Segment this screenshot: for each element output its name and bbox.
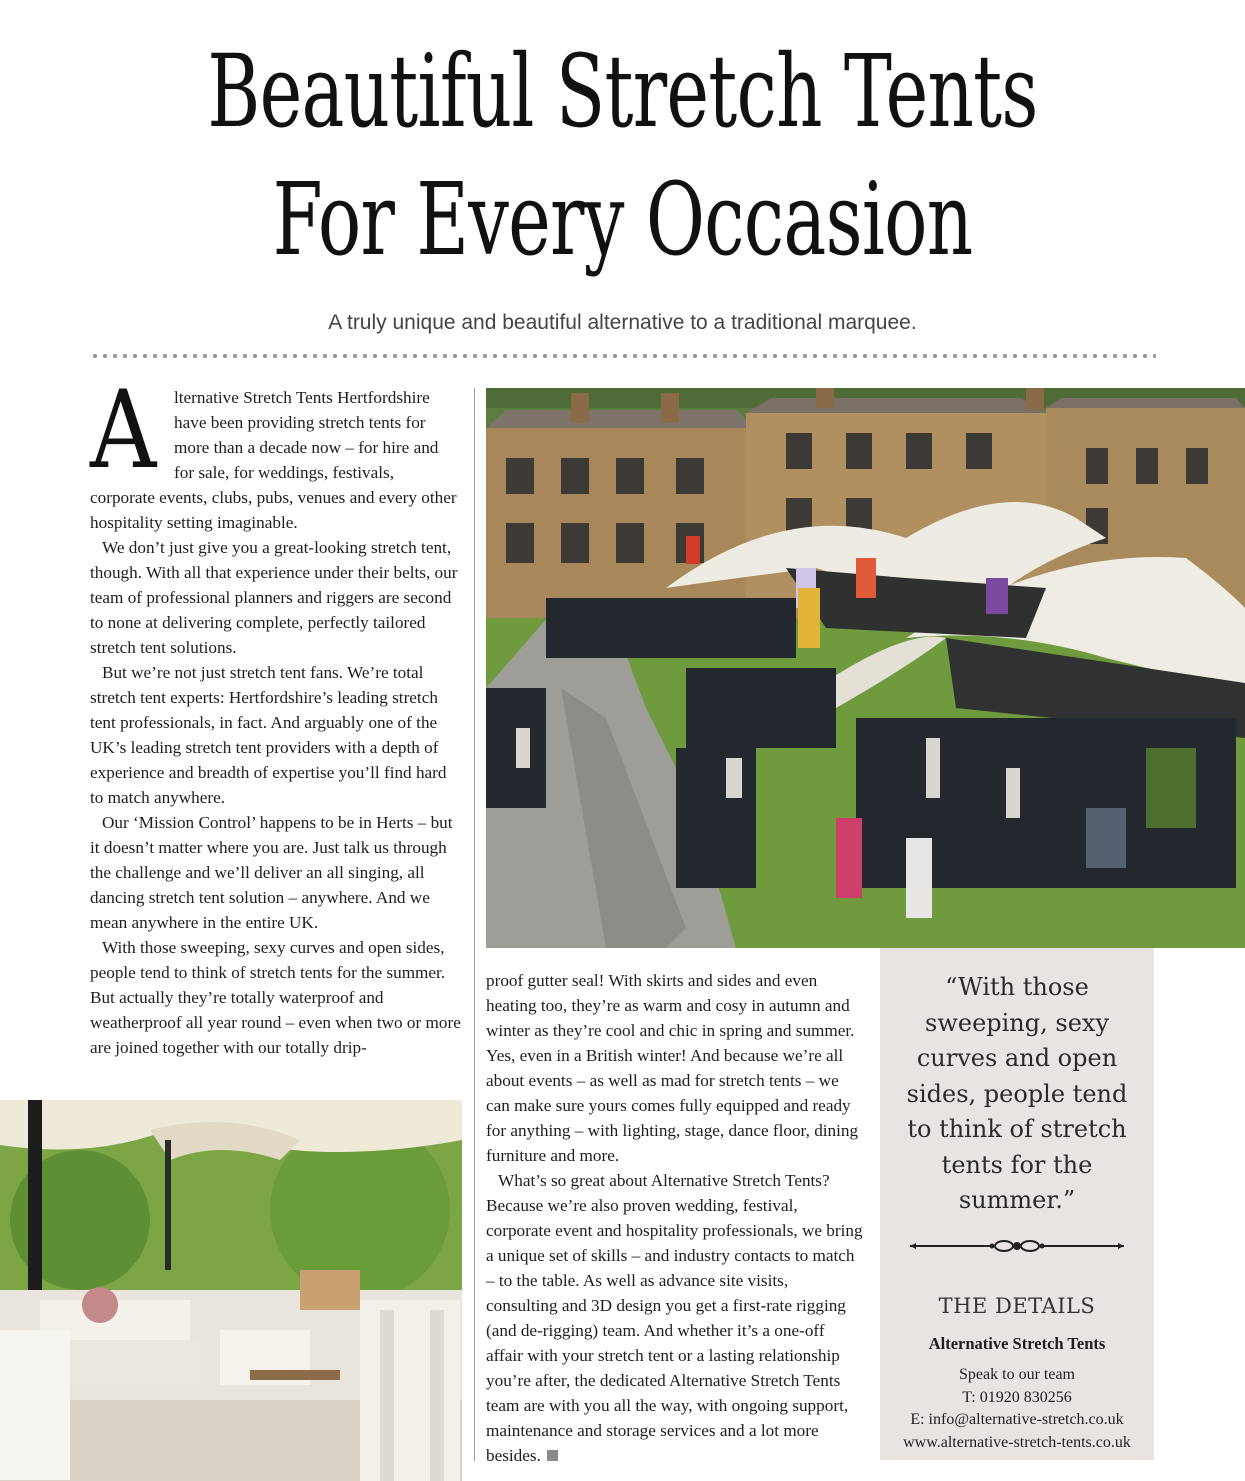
lounge-tent-photo [0, 1100, 462, 1481]
article-paragraph: We don’t just give you a great-looking stretch tent, though. With all that experience under their belts, our team of professional planners and riggers are second to none at delivering complete, perfectly tailored stretch tent solutions. [90, 538, 458, 657]
paragraph-text: lternative Stretch Tents Hertfordshire have been providing stretch tents for more than a decade now – for hire and for sale, for weddings, festivals, corporate events, clubs, pubs, venues and every other hospitality setting imaginable. [90, 388, 457, 532]
headline-line-2: For Every Occasion [272, 161, 973, 278]
website-url: www.alternative-stretch-tents.co.uk [903, 1433, 1131, 1451]
paragraph-text: What’s so great about Alternative Stretch Tents? Because we’re also proven wedding, festival, corporate event and hospitality professionals, we bring a unique set of skills – and industry contacts to match – to the table. As well as advance site visits, consulting and 3D design you get a first-rate rigging (and de-rigging) team. And whether it’s a one-off affair with your stretch tent or a lasting relationship you’re after, the dedicated Alternative Stretch Tents team are with you all the way, with ongoing support, maintenance and storage services and a lot more besides. [486, 1171, 863, 1465]
article-paragraph: But we’re not just stretch tent fans. We’re total stretch tent experts: Hertfordshire’s leading stretch tent professionals, in fact. And arguably one of the UK’s leading stretch tent providers with a depth of experience and breadth of expertise you’ll find hard to match anywhere. [90, 663, 447, 807]
pull-quote-line: curves and open [916, 1044, 1118, 1072]
pull-quote-line: tents for the [941, 1150, 1093, 1179]
details-company: Alternative Stretch Tents [928, 1334, 1106, 1353]
article-column-1 [90, 368, 462, 1060]
email-address: E: info@alternative-stretch.co.uk [910, 1411, 1124, 1428]
phone-number: T: 01920 830256 [962, 1388, 1072, 1406]
pull-quote-line: sweeping, sexy [925, 1008, 1109, 1037]
dotted-divider [90, 353, 1156, 359]
headline [174, 28, 1070, 284]
article-column-2 [486, 968, 864, 1468]
details-heading: THE DETAILS [938, 1294, 1096, 1318]
column-divider [474, 388, 475, 1461]
headline-line-1: Beautiful Stretch Tents [207, 33, 1038, 150]
sidebar-panel [880, 948, 1154, 1460]
article-paragraph: proof gutter seal! With skirts and sides and even heating too, they’re as warm and cosy in autumn and winter as they’re cool and chic in spring and summer. Yes, even in a British winter! And because we’re all about events – as well as mad for stretch tents – we can make sure yours comes fully equipped and ready for anything – with lighting, stage, dance floor, dining furniture and more. [486, 971, 859, 1165]
pull-quote [880, 970, 1154, 1219]
pull-quote-line: summer.” [958, 1186, 1076, 1214]
end-of-article-mark [547, 1450, 558, 1461]
subtitle: A truly unique and beautiful alternative to a traditional marquee. [328, 311, 917, 334]
article-paragraph [486, 1168, 864, 1468]
pull-quote-line: sides, people tend [906, 1079, 1128, 1108]
article-paragraph: With those sweeping, sexy curves and open sides, people tend to think of stretch tents for the summer. But actually they’re totally waterproof and weatherproof all year round – even when two or more are joined together with our totally drip- [90, 938, 461, 1057]
pull-quote-line: to think of stretch [907, 1115, 1127, 1143]
contact-line: Speak to our team [959, 1366, 1075, 1383]
event-photo [486, 388, 1245, 948]
contact-details [880, 1364, 1154, 1454]
article-paragraph [90, 368, 462, 535]
article-paragraph: Our ‘Mission Control’ happens to be in Herts – but it doesn’t matter where you are. Just talk us through the challenge and we’ll deliver an all singing, all dancing stretch tent solution – anywhere. And we mean anywhere in the entire UK. [90, 813, 453, 932]
ornament-divider-icon [910, 1238, 1124, 1259]
drop-cap: A [90, 368, 157, 493]
pull-quote-line: “With those [945, 973, 1089, 1001]
